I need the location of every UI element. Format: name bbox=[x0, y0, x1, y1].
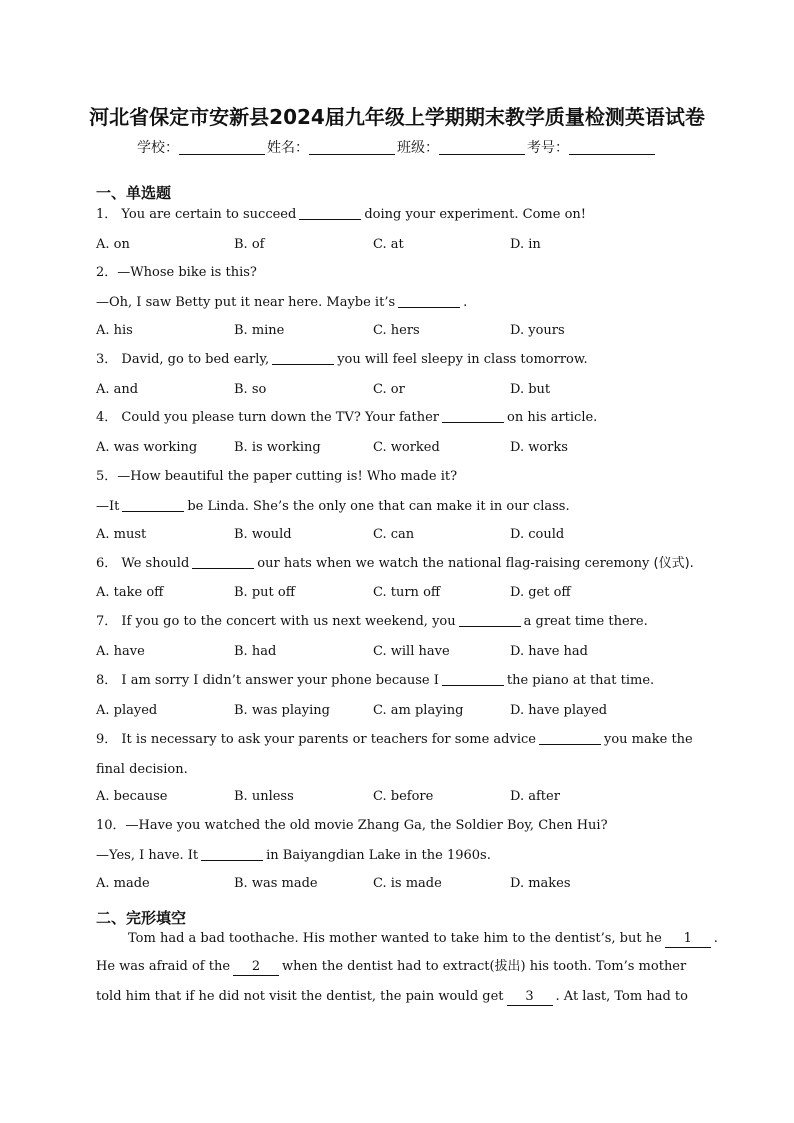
option-c[interactable]: C. or bbox=[373, 382, 405, 397]
class-blank[interactable] bbox=[439, 140, 525, 155]
option-a[interactable]: A. his bbox=[96, 323, 133, 338]
answer-blank[interactable] bbox=[201, 848, 263, 861]
option-b[interactable]: B. was made bbox=[234, 876, 318, 891]
option-d[interactable]: D. makes bbox=[510, 876, 571, 891]
option-c[interactable]: C. before bbox=[373, 789, 434, 804]
question-text: —Yes, I have. It bbox=[96, 848, 199, 863]
option-c[interactable]: C. is made bbox=[373, 876, 442, 891]
option-d[interactable]: D. have had bbox=[510, 644, 588, 659]
question-text: the piano at that time. bbox=[506, 673, 655, 688]
question-text: If you go to the concert with us next weekend, you bbox=[121, 614, 456, 629]
option-b[interactable]: B. would bbox=[234, 527, 292, 542]
option-a[interactable]: A. have bbox=[96, 644, 145, 659]
question-text: a great time there. bbox=[523, 614, 648, 629]
option-c[interactable]: C. at bbox=[373, 237, 404, 252]
passage-text: Tom had a bad toothache. His mother wanted to take him to the dentist’s, but he bbox=[128, 931, 662, 946]
answer-blank[interactable] bbox=[459, 614, 521, 627]
question-number: 4． bbox=[96, 410, 118, 425]
question-number: 8． bbox=[96, 673, 118, 688]
question-2-line-2 bbox=[96, 295, 696, 311]
option-d[interactable]: D. works bbox=[510, 440, 568, 455]
question-text: —Oh, I saw Betty put it near here. Maybe it’s bbox=[96, 295, 396, 310]
question-text: our hats when we watch the national flag-raising ceremony bbox=[257, 556, 650, 571]
option-c[interactable]: C. hers bbox=[373, 323, 420, 338]
question-text: you will feel sleepy in class tomorrow. bbox=[337, 352, 588, 367]
page-title: 河北省保定市安新县2024届九年级上学期期末教学质量检测英语试卷 bbox=[89, 105, 705, 129]
question-10-line-2 bbox=[96, 848, 696, 864]
question-text-gloss: (仪式). bbox=[653, 556, 694, 571]
school-blank[interactable] bbox=[179, 140, 265, 155]
option-a[interactable]: A. because bbox=[96, 789, 168, 804]
question-2 bbox=[96, 265, 696, 281]
answer-blank[interactable] bbox=[442, 673, 504, 686]
question-text: —How beautiful the paper cutting is! Who made it? bbox=[117, 469, 458, 484]
class-label: 班级： bbox=[397, 140, 439, 156]
option-b[interactable]: B. so bbox=[234, 382, 267, 397]
question-number: 6． bbox=[96, 556, 118, 571]
question-number: 2． bbox=[96, 265, 118, 280]
option-d[interactable]: D. but bbox=[510, 382, 551, 397]
id-label: 考号： bbox=[527, 140, 569, 156]
option-c[interactable]: C. will have bbox=[373, 644, 450, 659]
question-text: It is necessary to ask your parents or teachers for some advice bbox=[121, 732, 536, 747]
option-a[interactable]: A. take off bbox=[96, 585, 164, 600]
option-a[interactable]: A. was working bbox=[96, 440, 198, 455]
passage-text: told him that if he did not visit the dentist, the pain would get bbox=[96, 989, 504, 1004]
question-number: 10． bbox=[96, 818, 126, 833]
option-b[interactable]: B. put off bbox=[234, 585, 295, 600]
passage-gloss: 拔出 bbox=[494, 959, 521, 974]
question-number: 1． bbox=[96, 207, 118, 222]
option-a[interactable]: A. made bbox=[96, 876, 150, 891]
option-a[interactable]: A. on bbox=[96, 237, 130, 252]
passage-text: . At last, Tom had to bbox=[555, 989, 688, 1004]
answer-blank[interactable] bbox=[442, 410, 504, 423]
question-5-line-2 bbox=[96, 499, 696, 515]
question-10 bbox=[96, 818, 696, 834]
passage-text: when the dentist had to extract( bbox=[282, 959, 495, 974]
question-text: doing your experiment. Come on! bbox=[364, 207, 586, 222]
passage-text: He was afraid of the bbox=[96, 959, 231, 974]
question-text: —It bbox=[96, 499, 120, 514]
school-label: 学校： bbox=[137, 140, 179, 156]
option-d[interactable]: D. get off bbox=[510, 585, 571, 600]
cloze-blank-1[interactable]: 1 bbox=[665, 931, 711, 948]
option-b[interactable]: B. unless bbox=[234, 789, 294, 804]
question-number: 9． bbox=[96, 732, 118, 747]
question-4 bbox=[96, 410, 696, 426]
option-b[interactable]: B. had bbox=[234, 644, 277, 659]
name-label: 姓名： bbox=[267, 140, 309, 156]
question-text: You are certain to succeed bbox=[121, 207, 297, 222]
cloze-line-1 bbox=[128, 931, 718, 948]
section-heading-cloze: 二、完形填空 bbox=[96, 909, 187, 927]
answer-blank[interactable] bbox=[122, 499, 184, 512]
question-1 bbox=[96, 207, 696, 223]
section-heading-single-choice: 一、单选题 bbox=[96, 184, 172, 202]
cloze-blank-2[interactable]: 2 bbox=[233, 959, 279, 976]
option-c[interactable]: C. am playing bbox=[373, 703, 464, 718]
id-blank[interactable] bbox=[569, 140, 655, 155]
option-a[interactable]: A. played bbox=[96, 703, 158, 718]
option-c[interactable]: C. worked bbox=[373, 440, 440, 455]
question-text: Could you please turn down the TV? Your father bbox=[121, 410, 440, 425]
question-text: you make the bbox=[603, 732, 693, 747]
question-5 bbox=[96, 469, 696, 485]
question-text: We should bbox=[121, 556, 190, 571]
answer-blank[interactable] bbox=[299, 207, 361, 220]
option-d[interactable]: D. could bbox=[510, 527, 565, 542]
passage-text: . bbox=[713, 931, 718, 946]
answer-blank[interactable] bbox=[272, 352, 334, 365]
question-number: 3． bbox=[96, 352, 118, 367]
question-8 bbox=[96, 673, 696, 689]
answer-blank[interactable] bbox=[539, 732, 601, 745]
question-text: I am sorry I didn’t answer your phone because I bbox=[121, 673, 439, 688]
question-text: —Whose bike is this? bbox=[117, 265, 257, 280]
option-b[interactable]: B. was playing bbox=[234, 703, 330, 718]
option-d[interactable]: D. after bbox=[510, 789, 560, 804]
question-text: . bbox=[463, 295, 468, 310]
option-b[interactable]: B. mine bbox=[234, 323, 285, 338]
student-info-line bbox=[0, 137, 794, 157]
question-9-line-2: final decision. bbox=[96, 762, 188, 777]
question-text: —Have you watched the old movie Zhang Ga, the Soldier Boy, Chen Hui? bbox=[125, 818, 608, 833]
question-number: 7． bbox=[96, 614, 118, 629]
option-d[interactable]: D. in bbox=[510, 237, 541, 252]
question-7 bbox=[96, 614, 696, 630]
cloze-blank-3[interactable]: 3 bbox=[507, 989, 553, 1006]
name-blank[interactable] bbox=[309, 140, 395, 155]
option-d[interactable]: D. yours bbox=[510, 323, 565, 338]
answer-blank[interactable] bbox=[192, 556, 254, 569]
question-text: David, go to bed early, bbox=[121, 352, 270, 367]
question-text: in Baiyangdian Lake in the 1960s. bbox=[266, 848, 491, 863]
passage-text: ) his tooth. Tom’s mother bbox=[520, 959, 687, 974]
option-d[interactable]: D. have played bbox=[510, 703, 608, 718]
option-c[interactable]: C. can bbox=[373, 527, 415, 542]
question-text: be Linda. She’s the only one that can make it in our class. bbox=[187, 499, 570, 514]
answer-blank[interactable] bbox=[398, 295, 460, 308]
option-c[interactable]: C. turn off bbox=[373, 585, 441, 600]
question-text: on his article. bbox=[507, 410, 598, 425]
question-9 bbox=[96, 732, 696, 748]
cloze-line-2 bbox=[96, 959, 696, 976]
option-b[interactable]: B. of bbox=[234, 237, 265, 252]
option-a[interactable]: A. and bbox=[96, 382, 139, 397]
question-3 bbox=[96, 352, 696, 368]
cloze-line-3 bbox=[96, 989, 696, 1006]
option-b[interactable]: B. is working bbox=[234, 440, 321, 455]
question-number: 5． bbox=[96, 469, 118, 484]
question-6 bbox=[96, 556, 696, 572]
option-a[interactable]: A. must bbox=[96, 527, 147, 542]
